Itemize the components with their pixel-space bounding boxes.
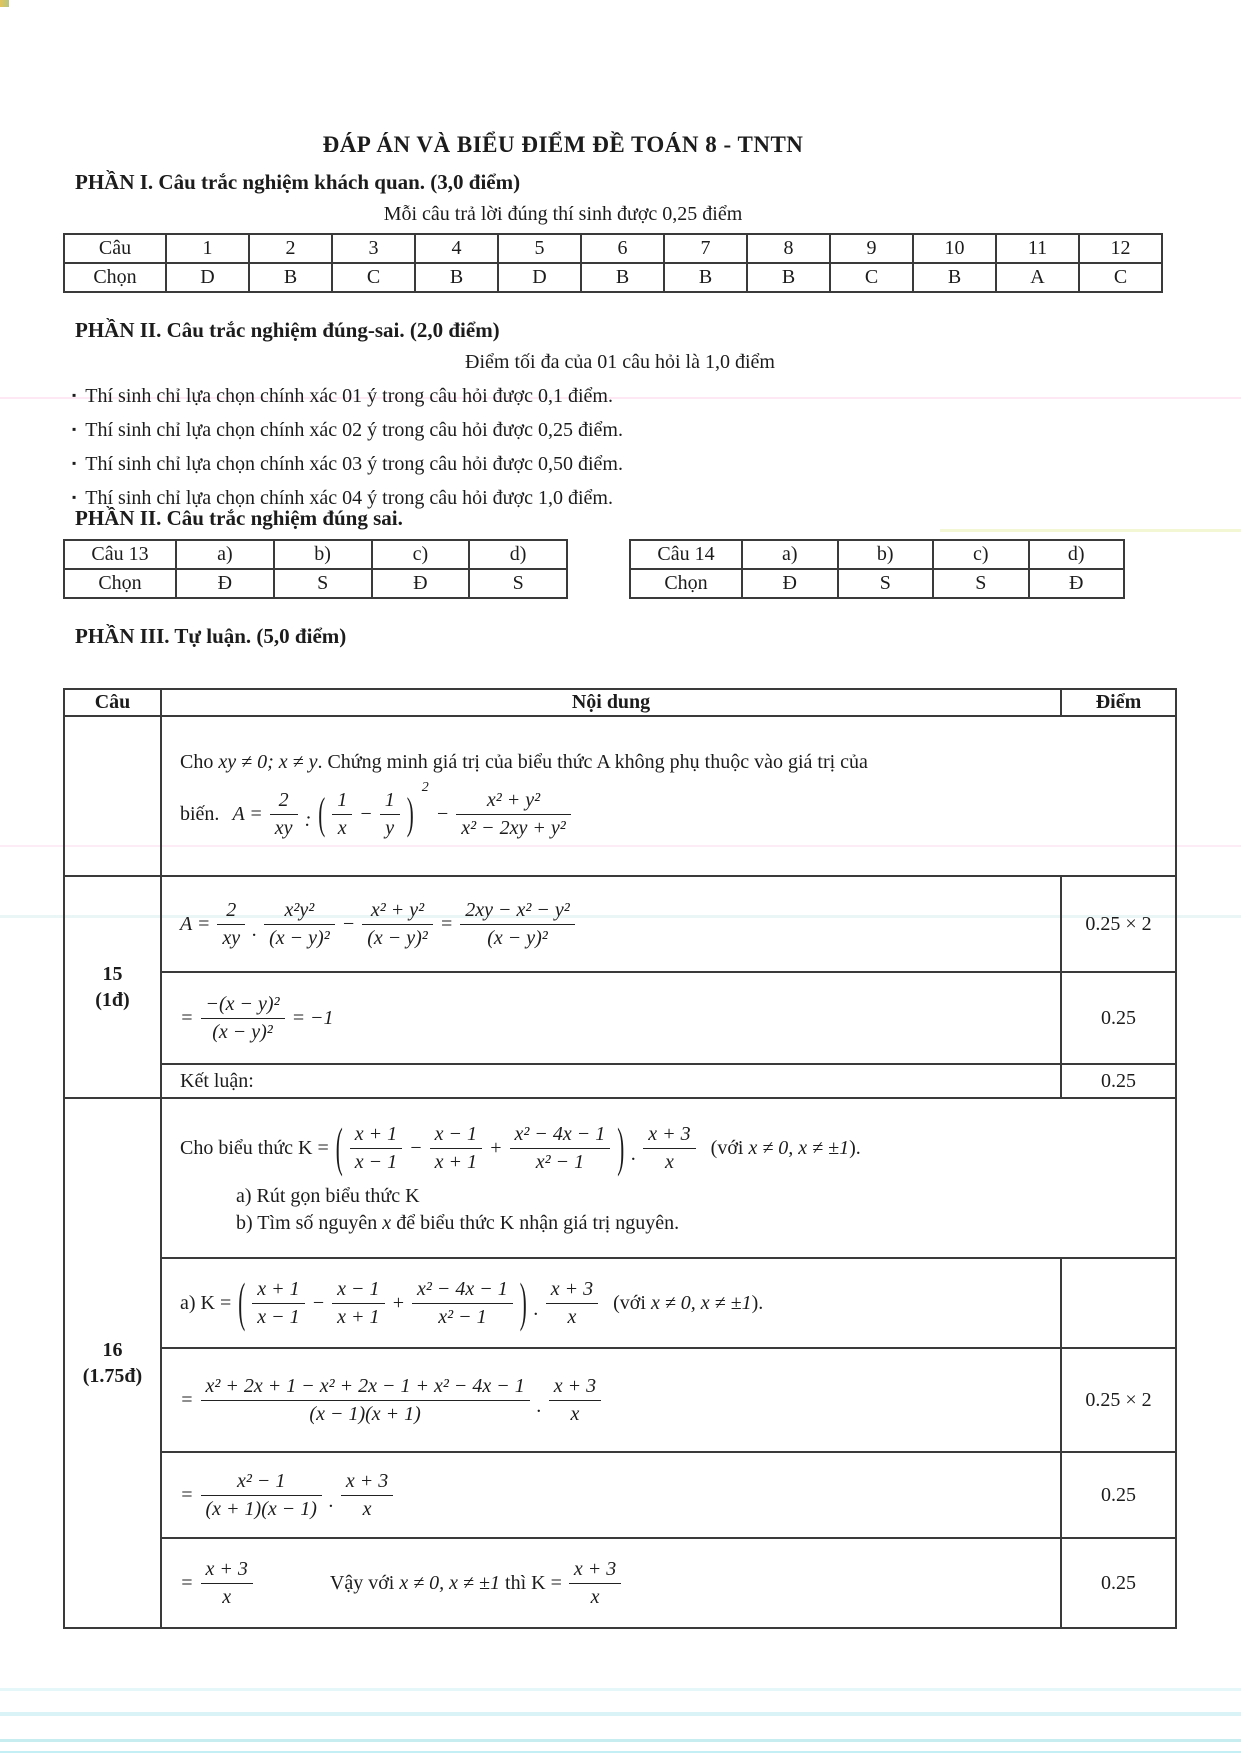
table-cell: b) (838, 540, 934, 569)
answer-cell: D (166, 263, 249, 292)
text-segment: Cho biểu thức K = (180, 1136, 329, 1159)
fraction-denominator: xy (274, 817, 293, 839)
part2-heading: PHẦN II. Câu trắc nghiệm đúng-sai. (2,0 điểm) (75, 318, 500, 342)
question-points: (1.75đ) (82, 1365, 143, 1387)
operator: = (180, 1006, 194, 1029)
table-cell: a) (742, 540, 838, 569)
table-cell: Câu (64, 234, 166, 263)
scan-artifact-yellow-line (940, 529, 1241, 532)
score-cell: 0.25 (1061, 1452, 1176, 1538)
scan-artifact-corner-dot (0, 0, 9, 7)
fraction-denominator: y (385, 817, 395, 839)
text-segment: để biểu thức K nhận giá trị nguyên. (391, 1211, 680, 1234)
fraction (201, 1557, 253, 1610)
question14-table (629, 539, 1125, 599)
operator: − (359, 803, 373, 825)
answer-cell: S (469, 569, 567, 598)
superscript: 2 (421, 779, 429, 795)
fraction-numerator: x²y² (264, 898, 335, 925)
fraction (341, 1469, 393, 1522)
operator: − (311, 1291, 326, 1314)
p16-step2-row (64, 1348, 1176, 1452)
table-cell: Chọn (64, 569, 176, 598)
score-cell: 0.25 × 2 (1061, 876, 1176, 972)
fraction-denominator: x (567, 1305, 577, 1328)
fraction-denominator: x − 1 (257, 1305, 300, 1328)
fraction-denominator: x (570, 1402, 580, 1425)
answer-cell: S (838, 569, 934, 598)
list-item (72, 385, 1072, 408)
table-cell: d) (469, 540, 567, 569)
fraction-numerator: x − 1 (332, 1277, 384, 1304)
p16-step2-cell (161, 1348, 1061, 1452)
operator-dot: . (536, 1394, 542, 1417)
fraction-numerator: x + 3 (643, 1122, 695, 1149)
table-cell: Câu 13 (64, 540, 176, 569)
part1-subtitle: Mỗi câu trả lời đúng thí sinh được 0,25 điểm (383, 203, 743, 225)
score-cell: 0.25 (1061, 1064, 1176, 1098)
fraction (217, 898, 245, 951)
p15-statement-text (180, 751, 1169, 774)
answer-cell: S (274, 569, 372, 598)
fraction (510, 1122, 611, 1175)
table-cell: 11 (996, 234, 1079, 263)
fraction-numerator: x² + 2x + 1 − x² + 2x − 1 + x² − 4x − 1 (201, 1374, 530, 1401)
page-title: ĐÁP ÁN VÀ BIỂU ĐIỂM ĐỀ TOÁN 8 - TNTN (322, 132, 804, 157)
p16-step4-cell (161, 1538, 1061, 1628)
p15-step2-row (64, 972, 1176, 1064)
fraction-numerator: x + 1 (350, 1122, 402, 1149)
operator: − (409, 1136, 423, 1159)
answer-cell: S (933, 569, 1029, 598)
fraction (201, 1469, 322, 1522)
fraction-numerator: −(x − y)² (201, 992, 285, 1019)
text-segment: Cho (180, 751, 219, 773)
essay-solutions-table (63, 688, 1177, 1629)
fraction-numerator: x + 1 (252, 1277, 304, 1304)
fraction (362, 898, 433, 951)
operator: = (180, 1483, 194, 1506)
table-cell: 1 (166, 234, 249, 263)
table-cell: 8 (747, 234, 830, 263)
fraction-denominator: x² − 2xy + y² (461, 817, 566, 839)
formula-tail: = −1 (291, 1006, 334, 1029)
p15-step1-row (64, 876, 1176, 972)
rule-text: Thí sinh chỉ lựa chọn chính xác 04 ý trong câu hỏi được 1,0 điểm. (85, 487, 613, 509)
text-segment: b) Tìm số nguyên (236, 1211, 383, 1234)
left-paren: ( (238, 1271, 246, 1333)
fraction-denominator: (x − y)² (367, 926, 428, 949)
answer-cell: Đ (176, 569, 274, 598)
table-row (64, 540, 567, 569)
operator: − (341, 912, 356, 935)
table-cell: 5 (498, 234, 581, 263)
bullet-icon: ▪ (72, 422, 77, 436)
table-row (64, 263, 1162, 292)
p16-step2-formula (180, 1374, 601, 1427)
operator: : (304, 809, 312, 831)
math-inline: x ≠ 0, x ≠ ±1 (650, 1291, 752, 1314)
fraction-denominator: x + 1 (337, 1305, 380, 1328)
rule-text: Thí sinh chỉ lựa chọn chính xác 03 ý trong câu hỏi được 0,50 điểm. (85, 453, 623, 475)
operator-dot: . (533, 1297, 539, 1320)
fraction-denominator: (x + 1)(x − 1) (205, 1497, 317, 1520)
p15-conclusion-cell: Kết luận: (161, 1064, 1061, 1098)
fraction (549, 1374, 601, 1427)
formula-lead: A = (232, 803, 263, 825)
fraction-denominator: x (362, 1497, 372, 1520)
table-header-row (64, 689, 1176, 716)
answer-cell: Đ (1029, 569, 1125, 598)
right-paren: ) (406, 788, 414, 839)
text-segment: (với (613, 1291, 651, 1314)
table-cell: 10 (913, 234, 996, 263)
answer-cell: B (747, 263, 830, 292)
answer-cell: Đ (742, 569, 838, 598)
math-inline: x ≠ 0, x ≠ ±1 (748, 1136, 850, 1159)
fraction-denominator: (x − y)² (212, 1020, 273, 1043)
answer-cell: D (498, 263, 581, 292)
answer-cell: B (664, 263, 747, 292)
p16-step-a-formula (180, 1271, 764, 1333)
part1-heading: PHẦN I. Câu trắc nghiệm khách quan. (3,0 điểm) (75, 170, 521, 194)
bullet-icon: ▪ (72, 490, 77, 504)
text-segment: biến. (180, 803, 220, 825)
operator: = (180, 1571, 194, 1594)
fraction-numerator: x² − 4x − 1 (412, 1277, 513, 1304)
p15-step1-formula (180, 898, 575, 951)
table-row (64, 234, 1162, 263)
fraction (380, 788, 400, 841)
fraction-numerator: 2 (270, 788, 298, 815)
p16-item-b (236, 1212, 1169, 1235)
fraction-numerator: x² − 4x − 1 (510, 1122, 611, 1149)
fraction (201, 1374, 530, 1427)
math-inline: xy ≠ 0; x ≠ y (218, 751, 318, 773)
fraction-numerator: 1 (332, 788, 352, 815)
fraction (412, 1277, 513, 1330)
fraction-denominator: x² − 1 (438, 1305, 487, 1328)
operator: = (180, 1388, 194, 1411)
part2-heading-2: PHẦN II. Câu trắc nghiệm đúng sai. (75, 506, 403, 530)
p16-step3-cell (161, 1452, 1061, 1538)
part3-heading: PHẦN III. Tự luận. (5,0 điểm) (75, 624, 347, 648)
question13-table (63, 539, 568, 599)
fraction-numerator: x + 3 (341, 1469, 393, 1496)
part2-subtitle: Điểm tối đa của 01 câu hỏi là 1,0 điểm (465, 351, 775, 373)
text-segment: thì K = (500, 1571, 562, 1594)
table-cell: Câu 14 (630, 540, 742, 569)
table-cell: b) (274, 540, 372, 569)
p15-step2-cell (161, 972, 1061, 1064)
fraction (456, 788, 571, 841)
question-number: 16 (102, 1339, 123, 1361)
text-segment: ). (849, 1136, 861, 1159)
rule-text: Thí sinh chỉ lựa chọn chính xác 01 ý trong câu hỏi được 0,1 điểm. (85, 385, 613, 407)
score-cell: 0.25 (1061, 1538, 1176, 1628)
fraction-numerator: x + 3 (546, 1277, 598, 1304)
p16-question-label (64, 1098, 161, 1628)
list-item (72, 419, 1072, 442)
table-cell: 4 (415, 234, 498, 263)
left-paren: ( (335, 1116, 343, 1178)
fraction-numerator: x² + y² (456, 788, 571, 815)
question-number: 15 (102, 963, 123, 985)
operator: = (439, 912, 454, 935)
fraction-numerator: 2xy − x² − y² (460, 898, 575, 925)
p16-step-a-row (64, 1258, 1176, 1348)
rule-text: Thí sinh chỉ lựa chọn chính xác 02 ý trong câu hỏi được 0,25 điểm. (85, 419, 623, 441)
scan-artifact-teal-line (0, 1751, 1241, 1753)
bullet-icon: ▪ (72, 388, 77, 402)
p16-statement-formula (180, 1116, 861, 1178)
column-header-noidung: Nội dung (161, 689, 1061, 716)
fraction (569, 1557, 621, 1610)
fraction-numerator: x − 1 (430, 1122, 482, 1149)
table-cell: a) (176, 540, 274, 569)
left-paren: ( (318, 788, 326, 839)
fraction-numerator: x + 3 (201, 1557, 253, 1584)
fraction-denominator: x + 1 (434, 1150, 478, 1173)
part2-scoring-rules (72, 385, 1072, 521)
answer-cell: B (249, 263, 332, 292)
formula-lead: A = (180, 912, 211, 935)
p16-step4-row (64, 1538, 1176, 1628)
right-paren: ) (519, 1271, 527, 1333)
table-cell: 3 (332, 234, 415, 263)
fraction-denominator: x (337, 817, 347, 839)
part1-answer-table (63, 233, 1163, 293)
table-cell: 9 (830, 234, 913, 263)
p15-conclusion-row (64, 1064, 1176, 1098)
text-segment: ). (751, 1291, 764, 1314)
table-cell: 12 (1079, 234, 1162, 263)
text-segment: (với (710, 1136, 749, 1159)
fraction-numerator: x + 3 (549, 1374, 601, 1401)
fraction (252, 1277, 304, 1330)
p15-statement-formula (180, 779, 571, 841)
scan-artifact-teal-line (0, 1739, 1241, 1742)
fraction-denominator: x (665, 1150, 674, 1173)
fraction (460, 898, 575, 951)
operator: + (489, 1136, 503, 1159)
question-points: (1đ) (95, 989, 130, 1011)
fraction-denominator: (x − y)² (269, 926, 330, 949)
p15-statement-cell (161, 716, 1176, 876)
column-header-diem: Điểm (1061, 689, 1176, 716)
answer-cell: B (913, 263, 996, 292)
fraction-denominator: x − 1 (354, 1150, 398, 1173)
fraction (201, 992, 285, 1045)
text-segment: Vậy với (329, 1571, 400, 1594)
table-cell: Chọn (630, 569, 742, 598)
p16-statement-cell (161, 1098, 1176, 1258)
p16-step4-formula (180, 1557, 621, 1610)
table-cell: 2 (249, 234, 332, 263)
answer-cell: C (332, 263, 415, 292)
p16-item-a: a) Rút gọn biểu thức K (236, 1184, 420, 1207)
fraction-numerator: x² + y² (362, 898, 433, 925)
p16-step-a-cell (161, 1258, 1061, 1348)
operator: + (391, 1291, 406, 1314)
fraction-numerator: 2 (217, 898, 245, 925)
p16-step3-formula (180, 1469, 393, 1522)
column-header-cau: Câu (64, 689, 161, 716)
p15-step1-cell (161, 876, 1061, 972)
p15-statement-row (64, 716, 1176, 876)
fraction (270, 788, 298, 841)
fraction-denominator: (x − 1)(x + 1) (309, 1402, 421, 1425)
fraction (546, 1277, 598, 1330)
fraction (643, 1122, 695, 1175)
operator-dot: . (252, 918, 258, 941)
operator: − (435, 803, 450, 825)
fraction-denominator: xy (222, 926, 241, 949)
fraction (264, 898, 335, 951)
fraction (332, 788, 352, 841)
table-row (630, 540, 1124, 569)
table-cell: Chọn (64, 263, 166, 292)
math-inline: x (382, 1211, 392, 1234)
scan-artifact-teal-line (0, 1712, 1241, 1716)
answer-cell: B (415, 263, 498, 292)
right-paren: ) (617, 1116, 625, 1178)
p15-question-label (64, 876, 161, 1098)
math-inline: x ≠ 0, x ≠ ±1 (399, 1571, 501, 1594)
formula-lead: a) K = (180, 1291, 232, 1314)
fraction (332, 1277, 384, 1330)
list-item (72, 453, 1072, 476)
table-cell: d) (1029, 540, 1125, 569)
fraction-denominator: x (590, 1585, 600, 1608)
text-segment: . Chứng minh giá trị của biểu thức A không phụ thuộc vào giá trị của (317, 751, 868, 773)
score-cell-empty (1061, 1258, 1176, 1348)
table-row (630, 569, 1124, 598)
fraction-denominator: x (222, 1585, 232, 1608)
fraction (350, 1122, 402, 1175)
p16-statement-row (64, 1098, 1176, 1258)
table-cell: 6 (581, 234, 664, 263)
answer-cell: Đ (372, 569, 470, 598)
answer-cell: C (830, 263, 913, 292)
fraction-denominator: (x − y)² (487, 926, 548, 949)
fraction-numerator: x² − 1 (201, 1469, 322, 1496)
empty-cell (64, 716, 161, 876)
table-row (64, 569, 567, 598)
table-cell: 7 (664, 234, 747, 263)
p16-step3-row (64, 1452, 1176, 1538)
score-cell: 0.25 (1061, 972, 1176, 1064)
answer-cell: C (1079, 263, 1162, 292)
answer-cell: B (581, 263, 664, 292)
answer-cell: A (996, 263, 1079, 292)
score-cell: 0.25 × 2 (1061, 1348, 1176, 1452)
scan-artifact-teal-line (0, 1688, 1241, 1691)
operator-dot: . (328, 1489, 334, 1512)
operator-dot: . (631, 1142, 637, 1165)
table-cell: c) (372, 540, 470, 569)
fraction-numerator: 1 (380, 788, 400, 815)
p15-step2-formula (180, 992, 334, 1045)
table-cell: c) (933, 540, 1029, 569)
bullet-icon: ▪ (72, 456, 77, 470)
fraction (430, 1122, 482, 1175)
fraction-numerator: x + 3 (569, 1557, 621, 1584)
fraction-denominator: x² − 1 (535, 1150, 585, 1173)
